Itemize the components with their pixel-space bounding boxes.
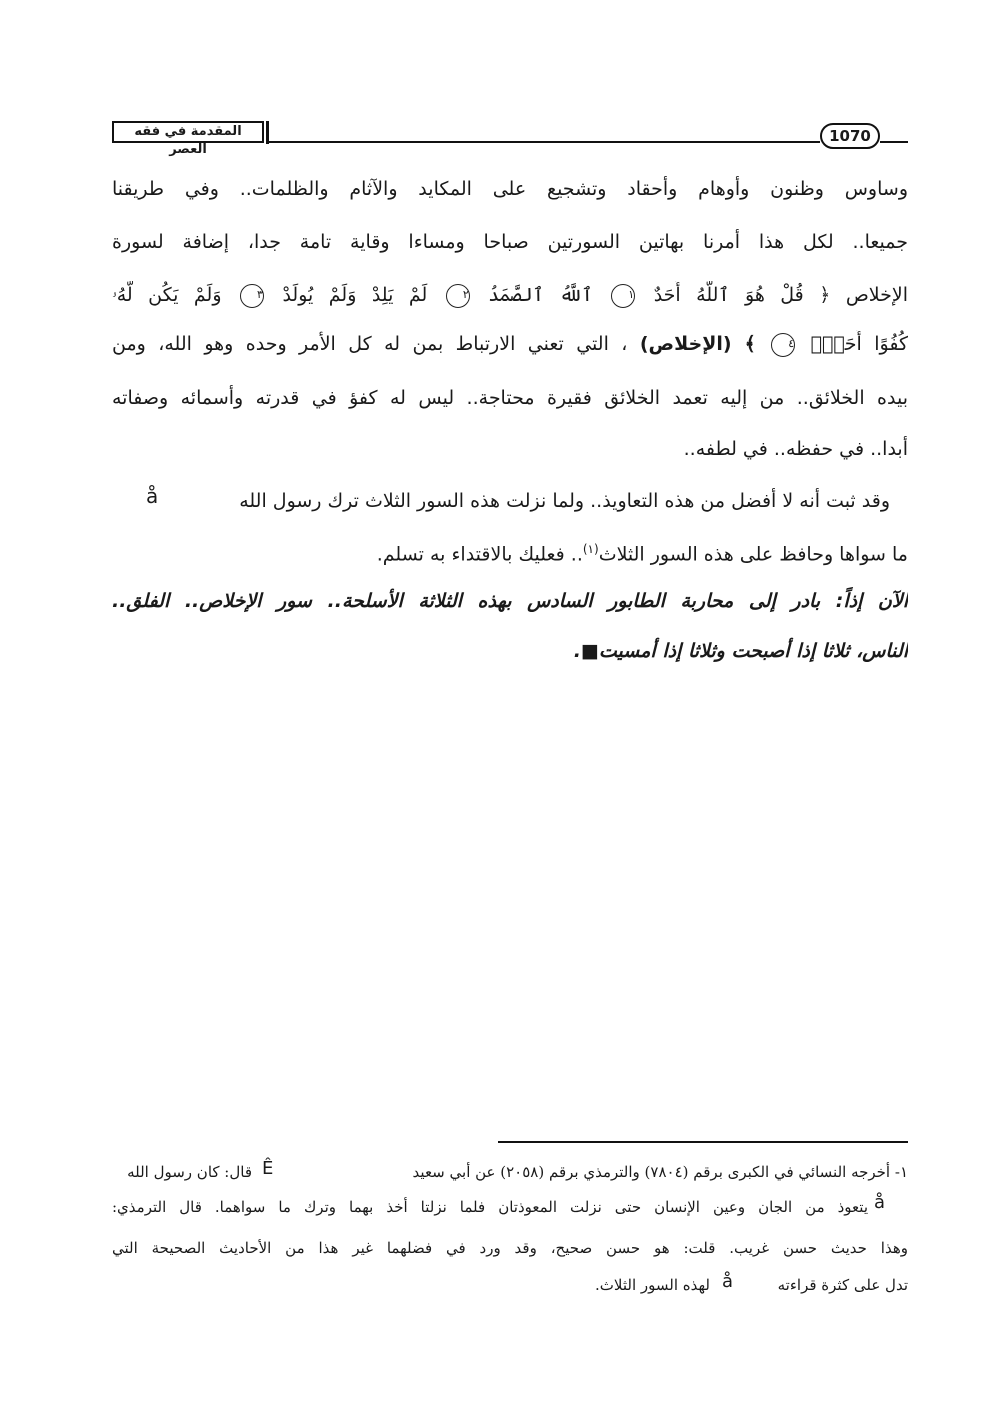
emphasis-line: الآن إذاً: بادر إلى محاربة الطابور السادس بهذه الثلاثة الأسلحة.. سور الإخلاص.. الفلق.. <box>112 590 908 612</box>
verse-text: وَلَمْ يَكُن لَّهُۥ <box>112 284 222 306</box>
surah-intro: الإخلاص ﴿ <box>819 284 908 306</box>
footnote-line: قال: كان رسول الله <box>127 1163 252 1181</box>
salutation-glyph: å <box>146 484 159 508</box>
footnote-separator <box>498 1141 908 1143</box>
body-line: جميعا.. لكل هذا أمرنا بهاتين السورتين صباحا ومساءا وقاية تامة جدا، إضافة لسورة <box>112 231 908 253</box>
body-line: وقد ثبت أنه لا أفضل من هذه التعاويذ.. ولما نزلت هذه السور الثلاث ترك رسول الله <box>239 490 890 512</box>
body-text: ما سواها وحافظ على هذه السور الثلاث <box>598 543 908 566</box>
body-line: وساوس وظنون وأوهام وأحقاد وتشجيع على المكايد والآثام والظلمات.. وفي طريقنا <box>112 178 908 200</box>
page-number: 1070 <box>820 123 880 149</box>
salutation-glyph: å <box>874 1192 886 1213</box>
verse-text: ٱللَّهُ ٱلصَّمَدُ <box>488 284 593 306</box>
verse-number: ٣ <box>240 284 264 308</box>
salutation-glyph: Ê <box>262 1158 274 1179</box>
footnote-line: وهذا حديث حسن غريب. قلت: هو حسن صحيح، وقد ورد في فضلهما غير هذا من الأحاديث الصحيحة التي <box>112 1239 908 1257</box>
verse-text: قُلْ هُوَ ٱللَّهُ أَحَدٌ <box>653 284 804 306</box>
verse-number: ١ <box>611 284 635 308</box>
footnote-line: ١- أخرجه النسائي في الكبرى برقم (٧٨٠٤) والترمذي برقم (٢٠٥٨) عن أبي سعيد <box>412 1163 908 1181</box>
verse-number: ٢ <box>446 284 470 308</box>
footnote-line: يتعوذ من الجان وعين الإنسان حتى نزلت المعوذتان فلما نزلتا أخذ بهما وترك ما سواهما. قال الترمذي: <box>112 1198 868 1216</box>
body-line: أبدا.. في حفظه.. في لطفه.. <box>683 438 908 460</box>
footnote-line: تدل على كثرة قراءته <box>777 1276 908 1294</box>
body-text: ، التي تعني الارتباط بمن له كل الأمر وحده وهو الله، ومن <box>112 333 628 355</box>
body-line-quran <box>112 281 908 309</box>
header-rule <box>268 141 820 143</box>
header-rule-end <box>880 141 908 143</box>
body-text: .. فعليك بالاقتداء به تسلم. <box>376 543 583 566</box>
emphasis-line: الناس، ثلاثا إذا أصبحت وثلاثا إذا أمسيت■. <box>573 640 908 662</box>
body-line: بيده الخلائق.. من إليه تعمد الخلائق فقيرة محتاجة.. ليس له كفؤ في قدرته وأسمائه وصفاته <box>112 387 908 409</box>
body-line-quran <box>112 330 908 358</box>
running-title: المقدمة في فقه العصر <box>112 121 264 143</box>
verse-text: كُفُوًا أَحَدٌۢ <box>810 333 908 355</box>
footnote-marker: (١) <box>582 542 599 556</box>
salutation-glyph: å <box>722 1271 734 1292</box>
surah-reference: ﴾ (الإخلاص) <box>639 333 756 355</box>
body-line <box>112 535 908 568</box>
footnote-line: لهذه السور الثلاث. <box>595 1276 710 1294</box>
verse-text: لَمْ يَلِدْ وَلَمْ يُولَدْ <box>282 284 428 306</box>
verse-number: ٤ <box>771 333 795 357</box>
